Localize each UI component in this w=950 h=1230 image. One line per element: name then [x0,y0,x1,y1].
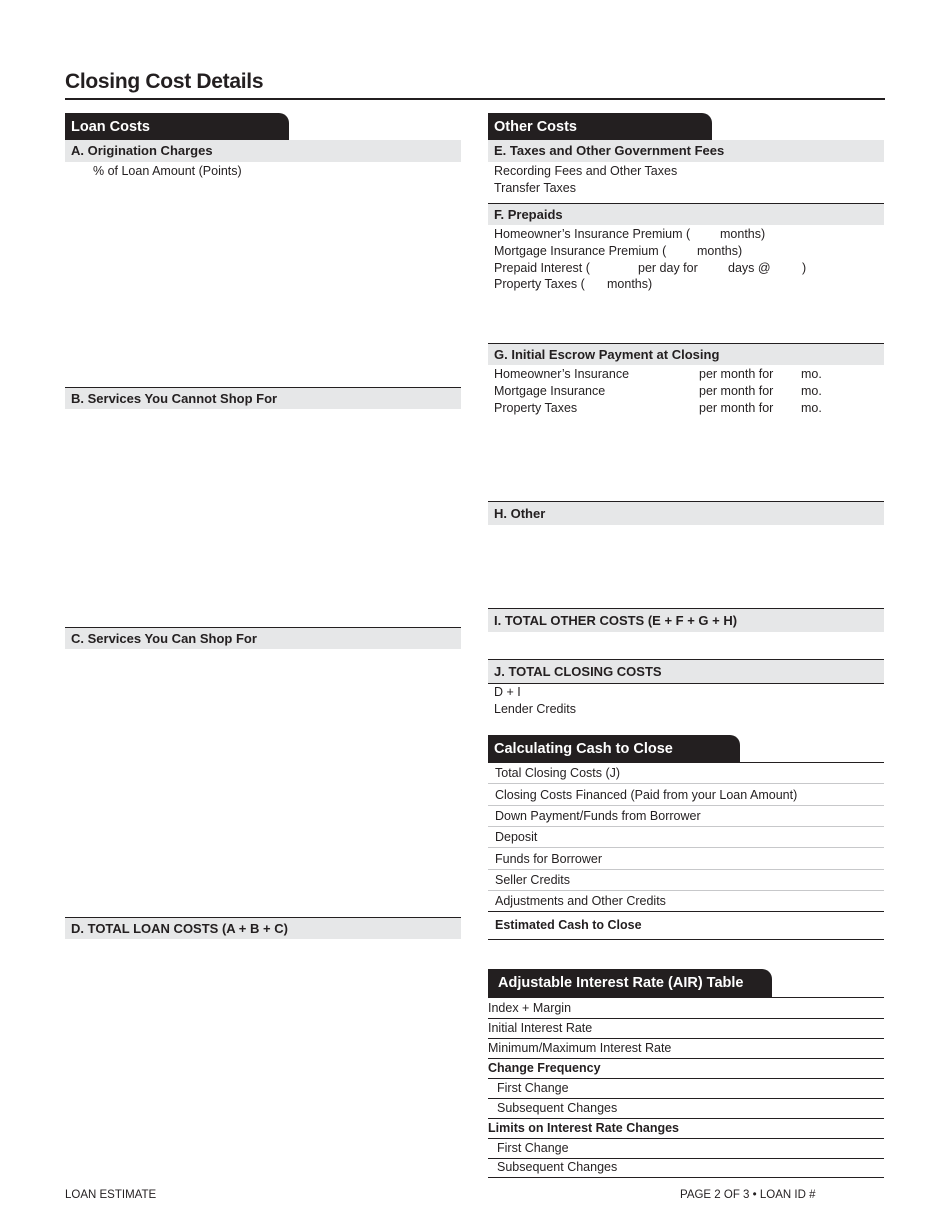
section-g-header: G. Initial Escrow Payment at Closing [488,343,884,365]
property-taxes-label: Property Taxes ( [494,277,585,291]
ctc-row-seller-credits: Seller Credits [488,870,884,891]
air-table-tab: Adjustable Interest Rate (AIR) Table [488,969,772,997]
title-divider [65,98,885,100]
section-e-header: E. Taxes and Other Government Fees [488,140,884,162]
lender-credits-label: Lender Credits [494,702,576,716]
points-label: % of Loan Amount (Points) [93,164,242,178]
mortgage-premium-months: months) [697,244,743,258]
air-row-limits-first-change: First Change [488,1139,884,1159]
mortgage-premium-label: Mortgage Insurance Premium ( [494,244,667,258]
prepaid-interest-perday: per day for [638,261,698,275]
ctc-row-deposit: Deposit [488,827,884,848]
air-table-tab-rule [488,997,884,998]
homeowners-premium-months: months) [720,227,766,241]
prepaid-interest-close: ) [802,261,807,275]
air-row-limits-subsequent: Subsequent Changes [488,1158,884,1178]
escrow-mortgage-mo: mo. [801,384,822,398]
air-row-index-margin: Index + Margin [488,999,884,1019]
section-b-header: B. Services You Cannot Shop For [65,387,461,409]
air-row-initial-rate: Initial Interest Rate [488,1019,884,1039]
loan-costs-tab: Loan Costs [65,113,289,141]
air-row-min-max-rate: Minimum/Maximum Interest Rate [488,1039,884,1059]
transfer-taxes-label: Transfer Taxes [494,181,576,195]
section-a-header: A. Origination Charges [65,140,461,162]
prepaid-interest-days: days @ [728,261,771,275]
section-j-header: J. TOTAL CLOSING COSTS [488,659,884,684]
ctc-row-adjustments: Adjustments and Other Credits [495,894,666,908]
escrow-mortgage-per: per month for [699,384,774,398]
air-row-subsequent-changes: Subsequent Changes [488,1099,884,1119]
ctc-row-estimated-cash: Estimated Cash to Close [488,911,884,940]
air-row-limits: Limits on Interest Rate Changes [488,1119,884,1139]
prepaid-interest-label: Prepaid Interest ( [494,261,590,275]
other-costs-tab: Other Costs [488,113,712,141]
ctc-row-down-payment: Down Payment/Funds from Borrower [488,806,884,827]
section-f-header: F. Prepaids [488,203,884,225]
ctc-row-financed: Closing Costs Financed (Paid from your Loan Amount) [488,784,884,806]
cash-to-close-tab: Calculating Cash to Close [488,735,740,763]
footer-loan-estimate: LOAN ESTIMATE [65,1189,157,1201]
ctc-row-funds-borrower: Funds for Borrower [488,848,884,870]
air-row-change-frequency: Change Frequency [488,1059,884,1079]
property-taxes-months: months) [607,277,653,291]
d-plus-i-label: D + I [494,685,521,699]
recording-fees-label: Recording Fees and Other Taxes [494,164,678,178]
section-c-header: C. Services You Can Shop For [65,627,461,649]
section-d-header: D. TOTAL LOAN COSTS (A + B + C) [65,917,461,939]
page-title: Closing Cost Details [65,70,264,93]
section-i-header: I. TOTAL OTHER COSTS (E + F + G + H) [488,608,884,632]
escrow-homeowners-mo: mo. [801,367,822,381]
homeowners-premium-label: Homeowner’s Insurance Premium ( [494,227,691,241]
ctc-row-total-closing: Total Closing Costs (J) [488,763,884,784]
escrow-property-per: per month for [699,401,774,415]
escrow-property-label: Property Taxes [494,401,578,415]
escrow-mortgage-label: Mortgage Insurance [494,384,606,398]
air-row-first-change: First Change [488,1079,884,1099]
footer-page-number: PAGE 2 OF 3 • LOAN ID # [680,1189,816,1201]
escrow-property-mo: mo. [801,401,822,415]
escrow-homeowners-label: Homeowner’s Insurance [494,367,630,381]
escrow-homeowners-per: per month for [699,367,774,381]
section-h-header: H. Other [488,501,884,525]
